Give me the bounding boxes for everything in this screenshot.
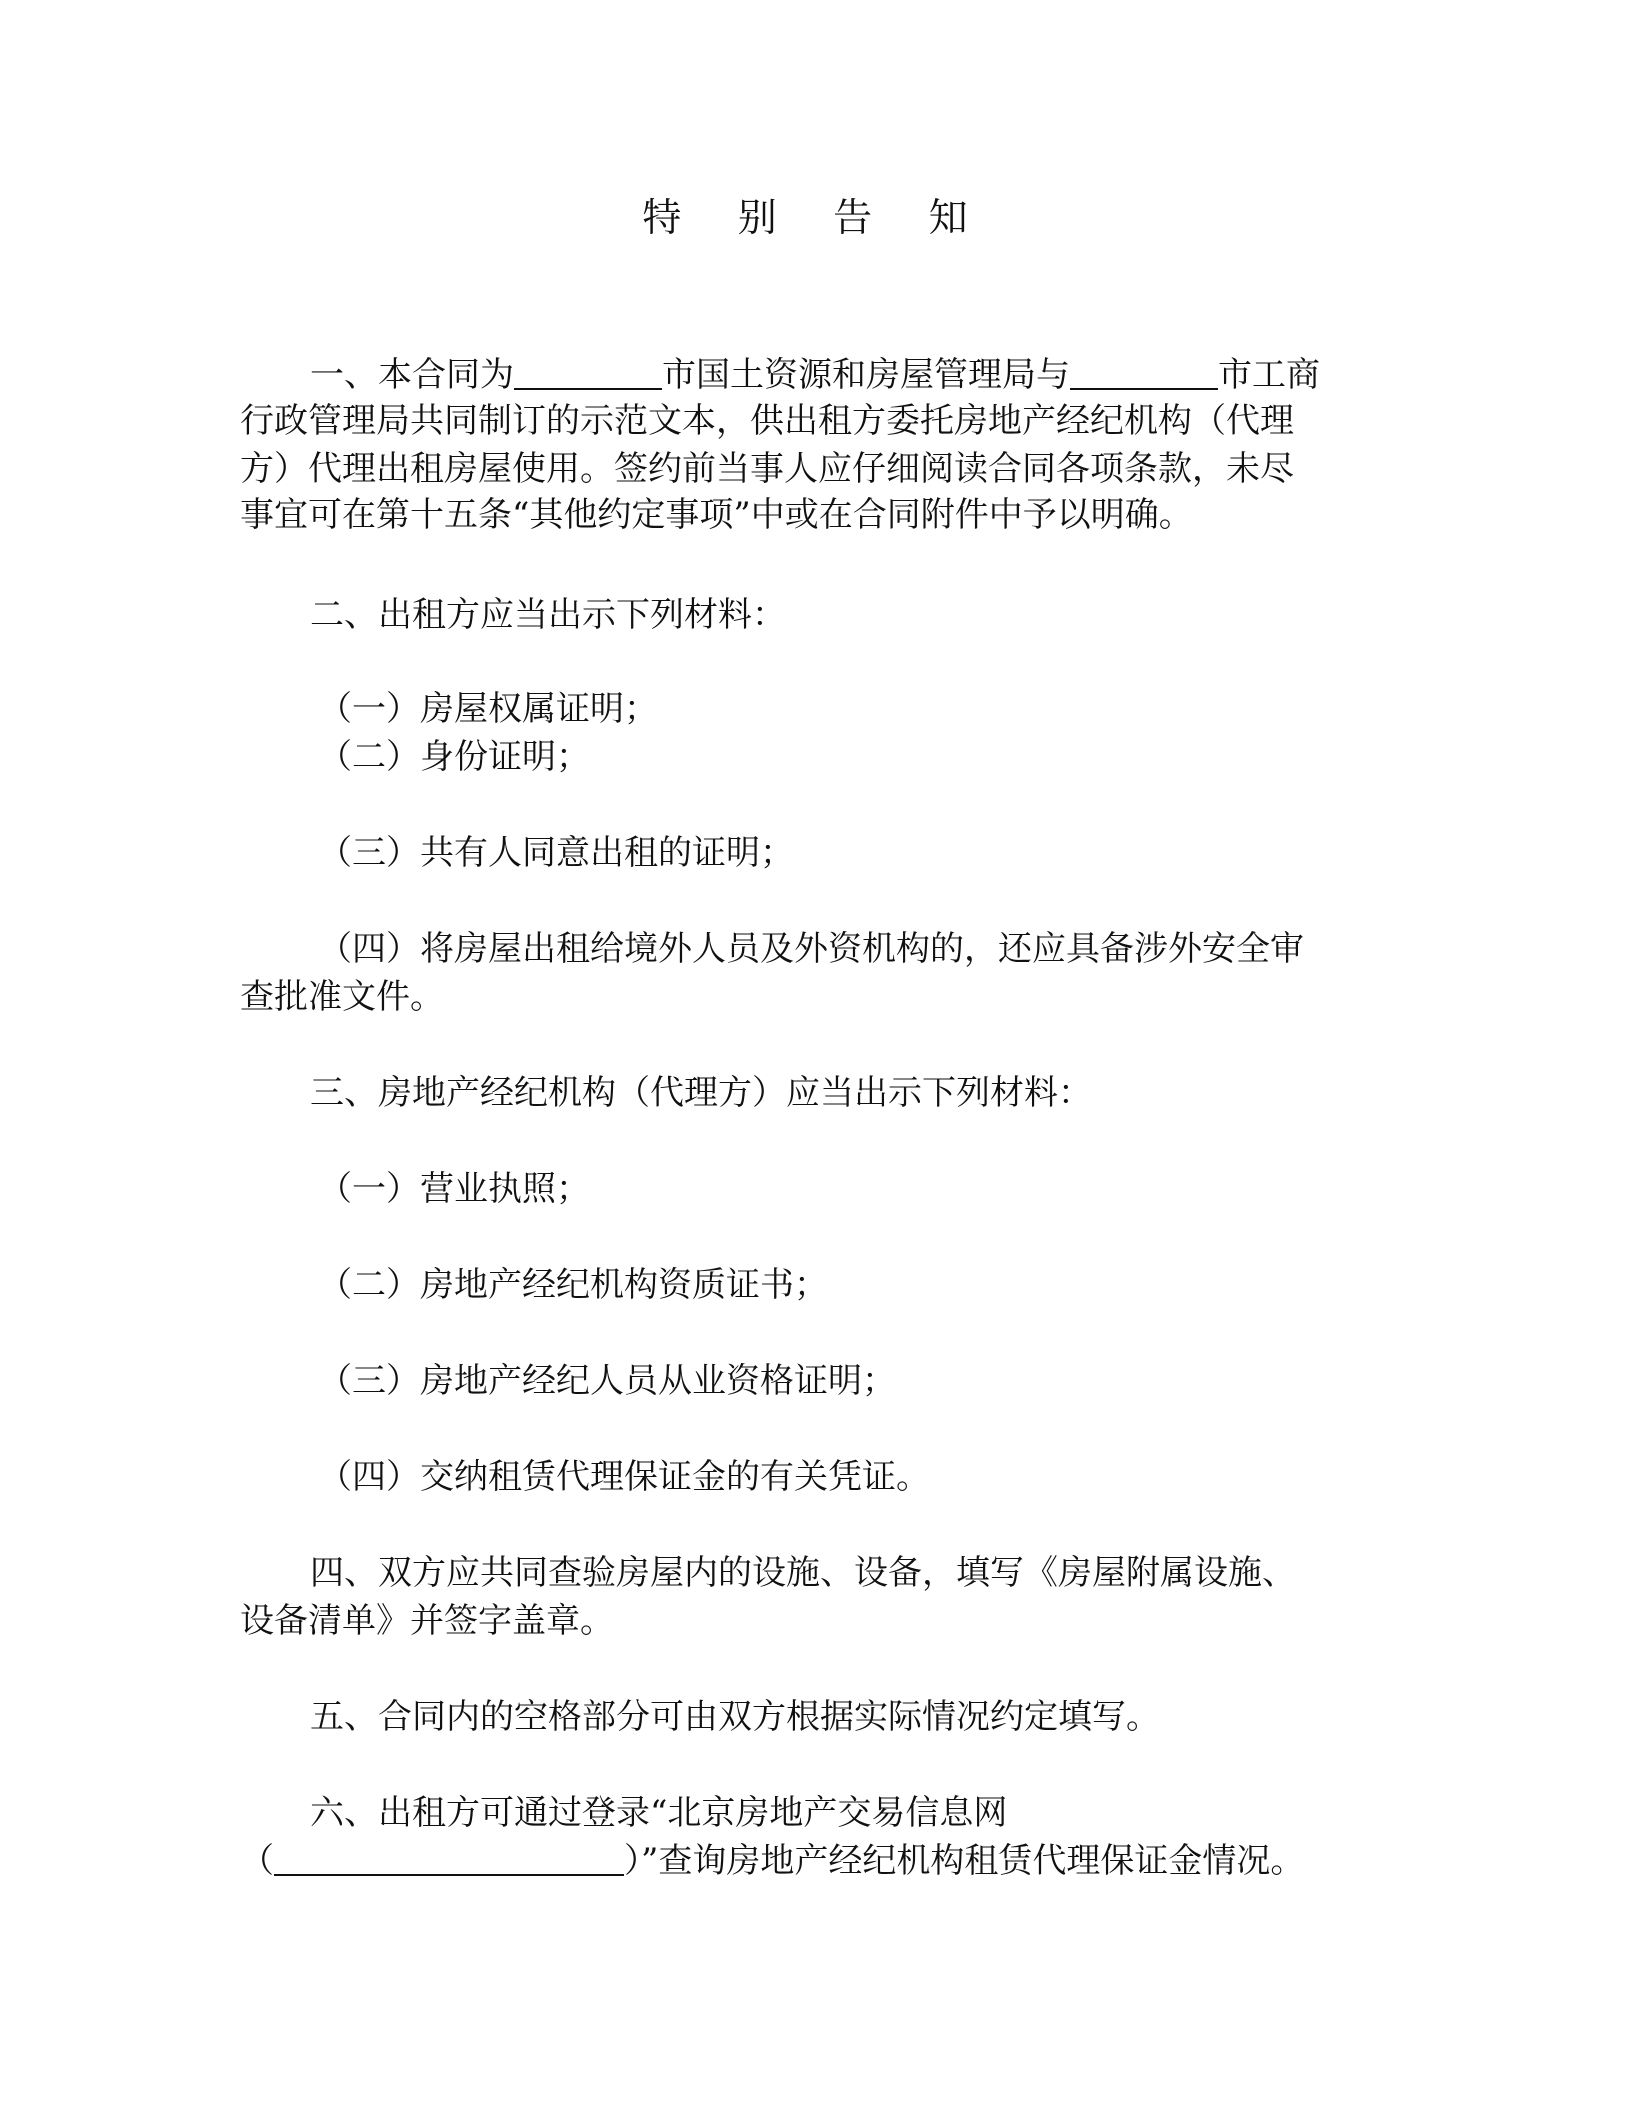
page-title: 特 别 告 知 [642, 196, 990, 241]
section6-line2 [240, 1838, 1304, 1884]
section3-item3: （三）房地产经纪人员从业资格证明； [318, 1361, 896, 1401]
section2-item4-line2: 查批准文件。 [240, 977, 444, 1017]
section2-item2: （二）身份证明； [318, 737, 590, 777]
section1-line2: 行政管理局共同制订的示范文本，供出租方委托房地产经纪机构（代理 [240, 401, 1294, 441]
section1-text-c: 市工商 [1218, 355, 1320, 395]
section1-text-a: 一、本合同为 [310, 355, 514, 395]
section6-line1: 六、出租方可通过登录“北京房地产交易信息网 [310, 1793, 1008, 1833]
section1-text-b: 市国土资源和房屋管理局与 [662, 355, 1070, 395]
city-blank-2[interactable] [1070, 354, 1218, 390]
city-blank-1[interactable] [514, 354, 662, 390]
section1-line4: 事宜可在第十五条“其他约定事项”中或在合同附件中予以明确。 [240, 495, 1193, 535]
section3-item2: （二）房地产经纪机构资质证书； [318, 1265, 828, 1305]
section5-line1: 五、合同内的空格部分可由双方根据实际情况约定填写。 [310, 1697, 1160, 1737]
website-url-blank[interactable] [274, 1840, 624, 1876]
section1-line1 [310, 352, 1320, 398]
section2-item4-line1: （四）将房屋出租给境外人员及外资机构的，还应具备涉外安全审 [318, 929, 1304, 969]
section3-heading: 三、房地产经纪机构（代理方）应当出示下列材料： [310, 1073, 1092, 1113]
section1-line3: 方）代理出租房屋使用。签约前当事人应仔细阅读合同各项条款，未尽 [240, 449, 1294, 489]
section3-item1: （一）营业执照； [318, 1169, 590, 1209]
section2-item1: （一）房屋权属证明； [318, 689, 658, 729]
section3-item4: （四）交纳租赁代理保证金的有关凭证。 [318, 1457, 930, 1497]
section2-item3: （三）共有人同意出租的证明； [318, 833, 794, 873]
section2-heading: 二、出租方应当出示下列材料： [310, 595, 786, 635]
section6-text: ）”查询房地产经纪机构租赁代理保证金情况。 [624, 1841, 1305, 1881]
section6-open-paren: （ [240, 1841, 274, 1881]
section4-line2: 设备清单》并签字盖章。 [240, 1601, 614, 1641]
section4-line1: 四、双方应共同查验房屋内的设施、设备，填写《房屋附属设施、 [310, 1553, 1296, 1593]
